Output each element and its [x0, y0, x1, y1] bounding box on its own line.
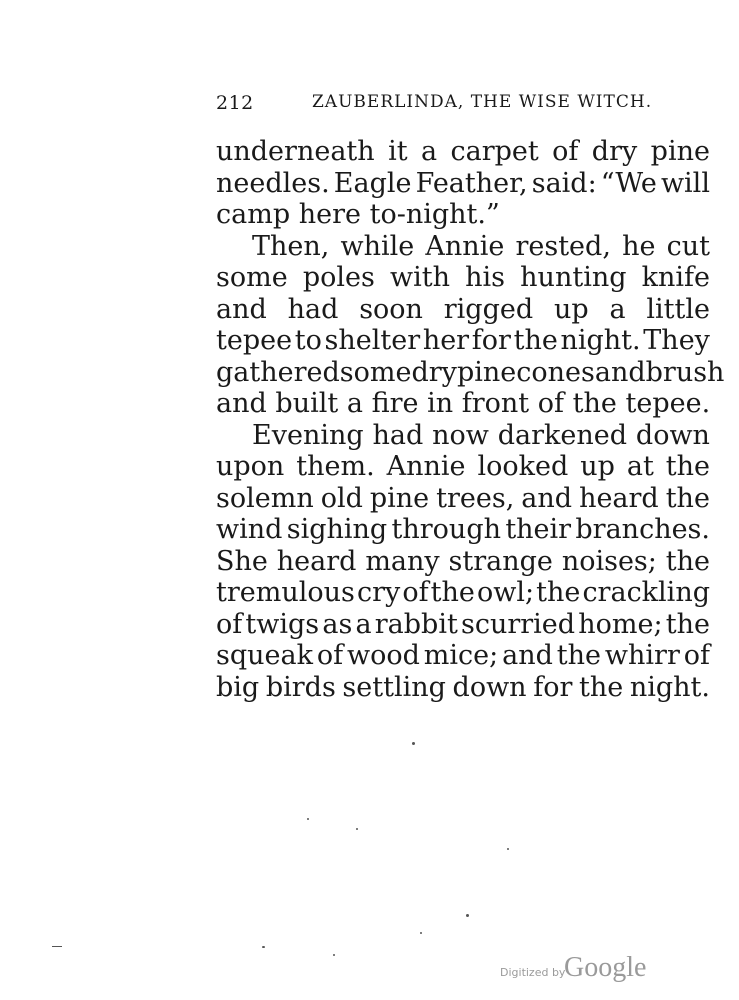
word: and — [216, 293, 267, 325]
word: solemn — [216, 482, 314, 514]
scan-speck — [507, 848, 509, 850]
word: wood — [347, 640, 420, 671]
word: soon — [359, 293, 423, 325]
word: as — [322, 608, 353, 640]
page-header — [216, 92, 710, 120]
word: tremulous — [216, 577, 355, 608]
word: big — [216, 671, 260, 703]
word: cones — [516, 356, 595, 388]
word: the — [578, 671, 624, 703]
word: branches. — [575, 514, 710, 545]
word: his — [465, 262, 506, 293]
text-line — [216, 451, 710, 483]
word: and — [521, 482, 573, 514]
word: knife — [641, 262, 710, 293]
word: brush — [645, 356, 725, 388]
word: birds — [265, 671, 336, 703]
word: he — [622, 230, 656, 262]
page-number: 212 — [216, 92, 254, 114]
word: “We — [600, 167, 657, 199]
word: cry — [356, 577, 401, 608]
running-title: ZAUBERLINDA, THE WISE WITCH. — [312, 92, 653, 112]
word: for — [533, 671, 573, 703]
word: old — [320, 482, 363, 514]
word: down — [635, 419, 710, 451]
word: the — [665, 608, 710, 640]
word: down — [452, 671, 527, 703]
scan-speck — [262, 946, 265, 948]
word: rabbit — [374, 608, 458, 640]
text-line — [216, 325, 710, 357]
text-line — [216, 231, 710, 263]
word: trees, — [436, 482, 515, 514]
word: some — [216, 262, 288, 293]
word: night. — [629, 671, 710, 703]
word: some — [339, 356, 412, 388]
word: of — [537, 388, 565, 419]
word: Evening — [252, 419, 364, 451]
word: and — [216, 388, 267, 419]
word: and — [502, 640, 553, 671]
word: the — [430, 577, 475, 608]
word: the — [665, 451, 710, 482]
word: mice; — [423, 640, 499, 671]
text-line — [216, 420, 710, 452]
word: Annie — [386, 451, 466, 482]
word: squeak — [216, 640, 313, 671]
word: her — [422, 325, 470, 356]
text-line — [216, 388, 710, 420]
digitized-label: Digitized by — [500, 966, 566, 979]
word: pine — [456, 356, 517, 388]
word: night. — [560, 325, 641, 356]
word: said: — [531, 167, 597, 199]
word: of — [216, 608, 243, 640]
word: the — [665, 545, 710, 577]
word: for — [471, 325, 511, 356]
word: tepee. — [625, 388, 711, 419]
word: them. — [296, 451, 375, 482]
word: at — [626, 451, 654, 482]
digitized-watermark — [500, 952, 660, 992]
word: owl; — [476, 577, 535, 608]
word: wind — [216, 514, 283, 545]
word: fire — [371, 388, 419, 419]
text-line — [216, 483, 710, 515]
word: She — [216, 545, 268, 577]
word: looked — [477, 451, 569, 482]
word: and — [594, 356, 646, 388]
word: up — [553, 293, 589, 325]
word: had — [287, 293, 339, 325]
text-line — [216, 356, 725, 389]
word: the — [513, 325, 558, 356]
word: the — [556, 640, 602, 671]
word: a — [355, 608, 372, 640]
word: rigged — [443, 293, 534, 325]
text-line — [216, 262, 710, 294]
word: of — [402, 577, 429, 608]
word: a — [346, 388, 363, 419]
word: poles — [302, 262, 375, 293]
body-text — [216, 136, 725, 703]
word: to — [294, 325, 322, 356]
word: dry — [591, 136, 638, 167]
word: heard — [276, 545, 357, 577]
text-line — [216, 294, 710, 326]
word: settling — [342, 671, 446, 703]
word: camp — [216, 199, 291, 230]
word: heard — [579, 482, 659, 514]
word: cut — [666, 230, 710, 262]
word: needles. — [216, 167, 330, 199]
word: home; — [578, 608, 663, 640]
word: noises; — [561, 545, 657, 577]
scan-speck — [333, 954, 335, 956]
word: dry — [411, 356, 457, 388]
word: underneath — [216, 136, 375, 167]
word: built — [275, 388, 339, 419]
scan-speck — [356, 828, 358, 830]
word: a — [420, 136, 438, 167]
word: Annie — [425, 230, 505, 262]
text-line — [216, 199, 710, 231]
word: gathered — [216, 356, 340, 388]
word: sighing — [286, 514, 388, 545]
word: rested, — [515, 230, 611, 262]
word: while — [340, 230, 415, 262]
scan-speck — [307, 818, 309, 820]
word: through — [391, 514, 501, 545]
word: to-night.” — [369, 199, 500, 230]
scan-speck — [52, 946, 62, 947]
word: up — [580, 451, 615, 482]
word: crackling — [582, 577, 710, 608]
scan-speck — [466, 914, 469, 917]
word: now — [432, 419, 489, 451]
word: darkened — [497, 419, 628, 451]
word: carpet — [450, 136, 539, 167]
text-line — [216, 672, 710, 704]
word: Feather, — [415, 167, 528, 199]
text-line — [216, 168, 710, 200]
word: Then, — [252, 230, 330, 262]
text-line — [216, 609, 710, 641]
word: hunting — [520, 262, 627, 293]
word: pine — [369, 482, 430, 514]
scan-speck — [412, 742, 415, 745]
word: here — [298, 199, 361, 230]
word: scurried — [460, 608, 576, 640]
word: will — [660, 167, 710, 199]
word: tepee — [216, 325, 293, 356]
word: whirr — [604, 640, 680, 671]
word: little — [646, 293, 710, 325]
word: of — [316, 640, 344, 671]
word: a — [609, 293, 626, 325]
text-line — [216, 514, 710, 546]
text-line — [216, 546, 710, 578]
word: strange — [448, 545, 553, 577]
word: their — [505, 514, 572, 545]
word: twigs — [245, 608, 320, 640]
word: pine — [650, 136, 710, 167]
word: upon — [216, 451, 285, 482]
text-line — [216, 640, 710, 672]
word: of — [552, 136, 579, 167]
word: They — [643, 325, 710, 356]
word: of — [683, 640, 710, 671]
word: had — [372, 419, 424, 451]
text-line — [216, 577, 710, 609]
text-line — [216, 136, 710, 168]
google-logo: Google — [564, 952, 647, 983]
scan-speck — [420, 932, 422, 934]
word: many — [365, 545, 440, 577]
word: the — [536, 577, 581, 608]
word: it — [388, 136, 408, 167]
word: front — [461, 388, 530, 419]
word: the — [665, 482, 710, 514]
word: the — [572, 388, 617, 419]
word: with — [390, 262, 450, 293]
word: in — [427, 388, 454, 419]
word: shelter — [324, 325, 421, 356]
word: Eagle — [333, 167, 412, 199]
